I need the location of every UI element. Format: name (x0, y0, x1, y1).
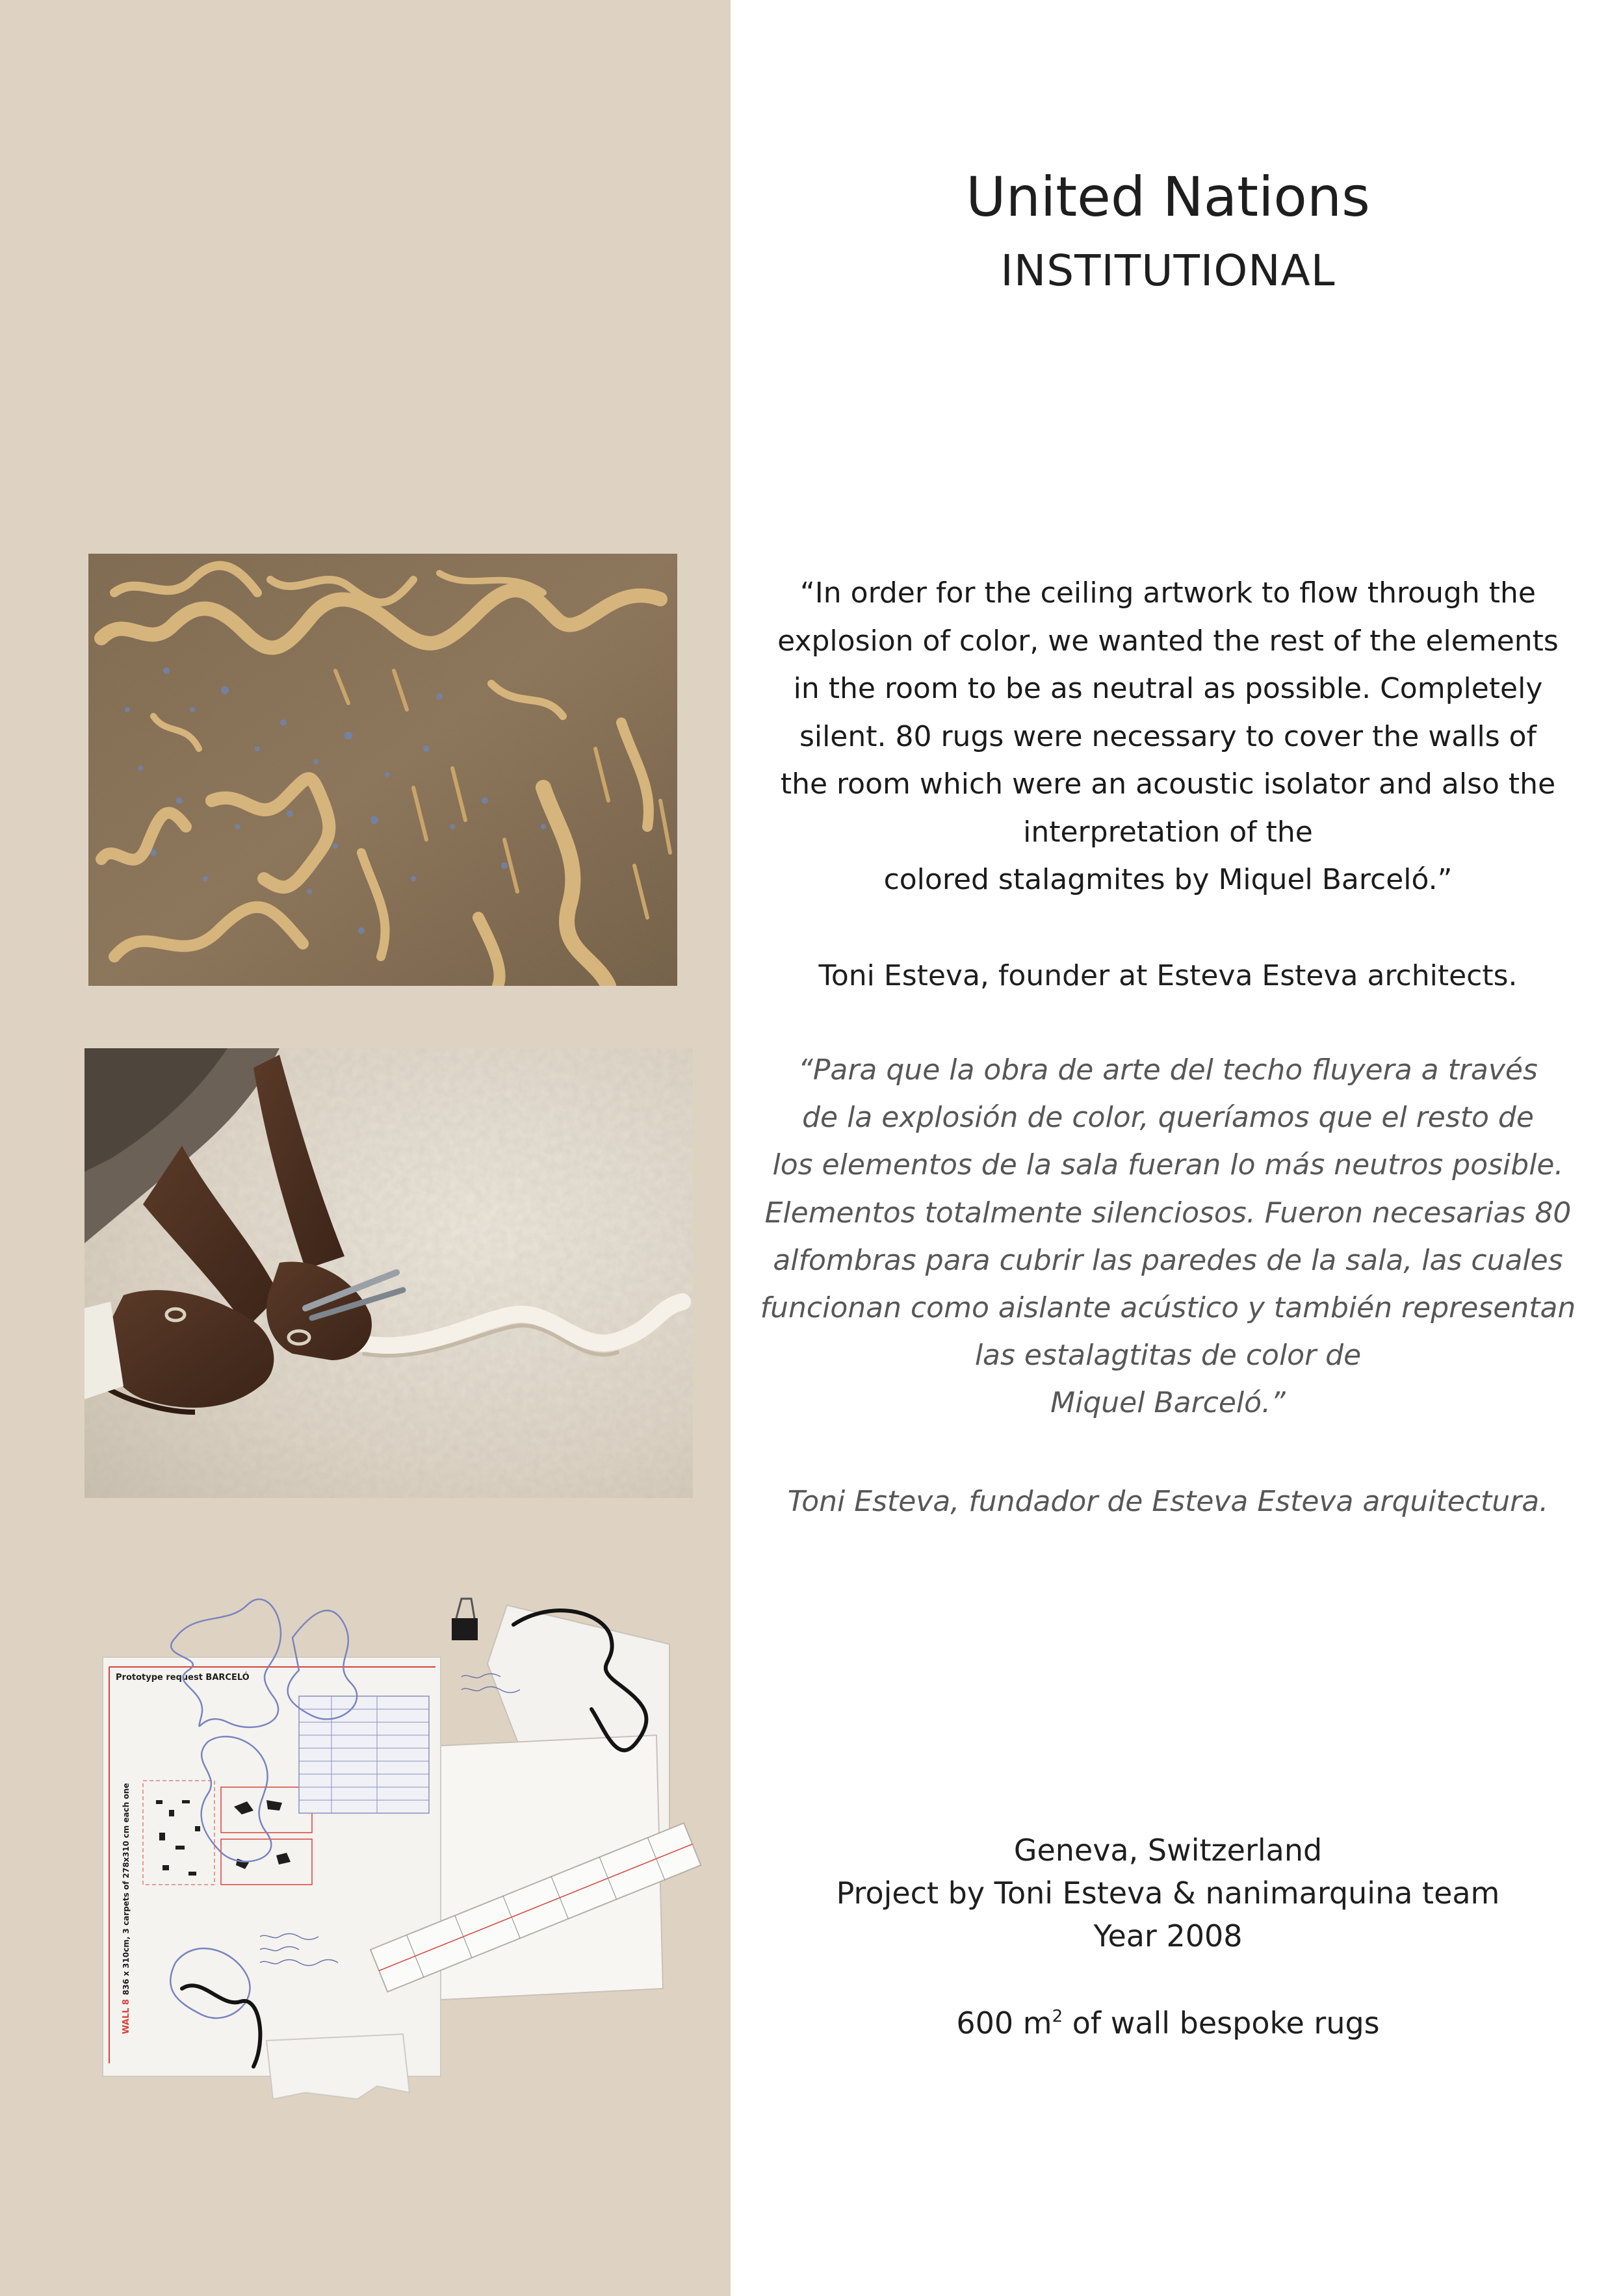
quote-en-line: in the room to be as neutral as possible. Completely (793, 672, 1543, 705)
quote-en-line: explosion of color, we wanted the rest of the elements (777, 624, 1559, 658)
quote-es-line: “Para que la obra de arte del techo fluyera a través (798, 1053, 1538, 1087)
binder-clip-icon (452, 1599, 478, 1640)
quote-en-line: “In order for the ceiling artwork to flow through the (800, 576, 1536, 610)
project-credit: Project by Toni Esteva & nanimarquina team (836, 1876, 1500, 1911)
quote-es-line: las estalagtitas de color de (974, 1339, 1362, 1373)
attribution-spanish: Toni Esteva, fundador de Esteva Esteva arquitectura. (787, 1485, 1549, 1518)
wall-label: WALL 8 (122, 1999, 131, 2034)
quote-spanish (731, 1046, 1605, 1427)
project-year: Year 2008 (1093, 1918, 1243, 1954)
area-suffix: of wall bespoke rugs (1063, 2006, 1380, 2041)
hands-cutting-rug-image (84, 1048, 693, 1498)
quote-en-line: the room which were an acoustic isolator and also the (780, 767, 1556, 801)
quote-en-line: interpretation of the (1023, 815, 1313, 849)
area-value: 600 m (956, 2006, 1052, 2041)
rug-texture-image (88, 554, 677, 986)
sheet-title-label: Prototype request BARCELÓ (116, 1673, 250, 1683)
text-column (731, 0, 1621, 2296)
sidebar-panel (0, 0, 731, 2296)
quote-es-line: de la explosión de color, queríamos que el resto de (802, 1101, 1534, 1135)
area-superscript: 2 (1052, 2007, 1063, 2026)
page-title: United Nations (966, 165, 1370, 229)
quote-es-line: Miquel Barceló.” (1050, 1386, 1286, 1420)
hands-cutting-rug-photo (84, 1048, 693, 1498)
quote-es-line: funcionan como aislante acústico y también representan (760, 1291, 1576, 1325)
quote-en-line: silent. 80 rugs were necessary to cover the walls of (799, 719, 1537, 753)
attribution-english: Toni Esteva, founder at Esteva Esteva architects. (818, 959, 1518, 992)
dimensions-label: 836 x 310cm, 3 carpets of 278x310 cm each one (122, 1783, 131, 1995)
page-subtitle: INSTITUTIONAL (1000, 246, 1336, 296)
quote-en-line: colored stalagmites by Miquel Barceló.” (883, 863, 1453, 896)
rug-texture-photo (88, 554, 677, 986)
prototype-collage (97, 1586, 708, 2106)
quote-es-line: Elementos totalmente silenciosos. Fueron necesarias 80 (764, 1196, 1572, 1230)
quote-es-line: los elementos de la sala fueran lo más neutros posible. (772, 1148, 1564, 1182)
project-location: Geneva, Switzerland (1013, 1833, 1323, 1868)
quote-english (731, 569, 1605, 904)
project-area (731, 2002, 1605, 2044)
prototype-collage-image (97, 1586, 708, 2106)
quote-es-line: alfombras para cubrir las paredes de la sala, las cuales (773, 1243, 1563, 1277)
